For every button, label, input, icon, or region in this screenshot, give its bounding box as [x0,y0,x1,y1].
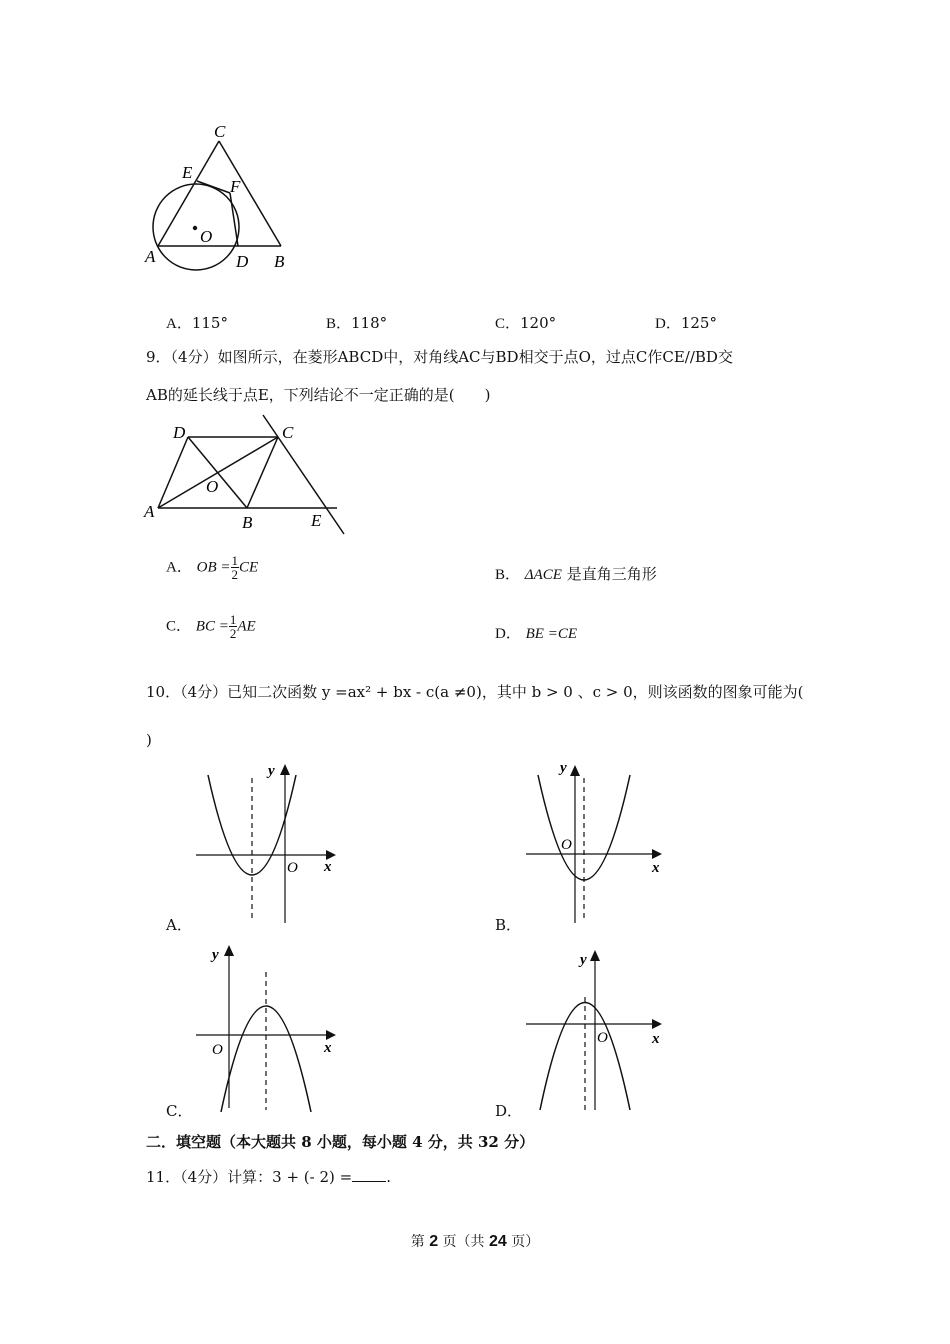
q8-option-b[interactable]: B．118° [326,314,388,332]
q8-label-E: E [182,163,193,182]
q9-option-a[interactable]: A． OB = $\frac{1}{2}$ CE [166,553,259,582]
q10-graph-d [520,945,680,1115]
q8-label-B: B [274,252,285,271]
q9-side-CB [247,437,278,508]
svg-text:O: O [597,1030,608,1046]
svg-text:y: y [212,947,219,963]
q8-side-CB [219,141,281,246]
svg-text:O: O [287,860,298,876]
svg-text:O: O [561,837,572,853]
q9-line-CE [263,415,344,534]
page-footer: 第 2 页（共 24 页） [410,1233,540,1250]
q10-option-b[interactable]: B． [495,916,522,934]
svg-text:x: x [652,1031,660,1047]
q9-label-E: E [311,511,322,530]
q8-label-C: C [214,122,226,141]
current-page-number: 2 [429,1233,439,1250]
q9-label-D: D [173,423,186,442]
q9-a-fraction: $\frac{1}{2}$ [231,553,238,582]
q8-label-A: A [145,247,156,266]
q8-label-O: O [200,227,213,246]
q9-option-b[interactable]: B． ΔACE 是直角三角形 [495,565,657,583]
q8-option-d[interactable]: D．125° [655,314,717,332]
q8-figure [140,118,300,278]
svg-text:x: x [652,860,660,876]
svg-text:y: y [560,760,567,776]
q10-graph-c [190,940,350,1115]
svg-text:y: y [268,763,275,779]
q10-option-c[interactable]: C． [166,1102,193,1120]
svg-text:x: x [324,859,332,875]
q9-label-B: B [242,513,253,532]
q9-c-fraction: $\frac{1}{2}$ [229,612,237,641]
q9-figure [140,410,360,540]
q9-option-c[interactable]: C． BC = $\frac{1}{2}$ AE [166,612,256,641]
q9-side-AD [158,437,188,508]
q10-stem-line1: 10．（4分）已知二次函数 y =ax² + bx - c(a ≠0)，其中 b > 0 、c > 0，则该函数的图象可能为( [146,683,804,701]
q8-segment-FD [230,193,238,246]
q11: 11．（4分）计算：3 + (- 2) = . [146,1168,391,1186]
svg-text:O: O [212,1042,223,1058]
section-2-title: 二．填空题（本大题共 8 小题，每小题 4 分，共 32 分） [146,1133,535,1151]
q9-label-O: O [206,477,219,496]
svg-text:y: y [580,952,587,968]
q8-label-F: F [230,177,241,196]
q9-option-d[interactable]: D． BE =CE [495,626,577,642]
q8-option-c[interactable]: C．120° [495,314,557,332]
q9-label-A: A [144,502,155,521]
q8-option-a[interactable]: A．115° [166,314,228,332]
q10-option-a[interactable]: A． [166,916,192,934]
q8-label-D: D [236,252,249,271]
q10-stem-line2: ) [146,731,152,749]
q10-graph-a [190,760,350,930]
q9-stem-line2: AB的延长线于点E，下列结论不一定正确的是( ) [146,386,491,404]
q9-label-C: C [282,423,294,442]
q9-diagonal-DB [188,437,247,508]
q9-stem-line1: 9．（4分）如图所示，在菱形ABCD中，对角线AC与BD相交于点O，过点C作CE//BD交 [146,348,733,366]
q10-graph-b [520,760,680,930]
total-page-count: 24 [489,1233,507,1250]
q10-option-d[interactable]: D． [495,1102,523,1120]
q8-center-dot [193,226,197,230]
svg-text:x: x [324,1040,332,1056]
q11-answer-blank[interactable] [352,1167,386,1182]
q8-segment-EF [197,181,230,193]
